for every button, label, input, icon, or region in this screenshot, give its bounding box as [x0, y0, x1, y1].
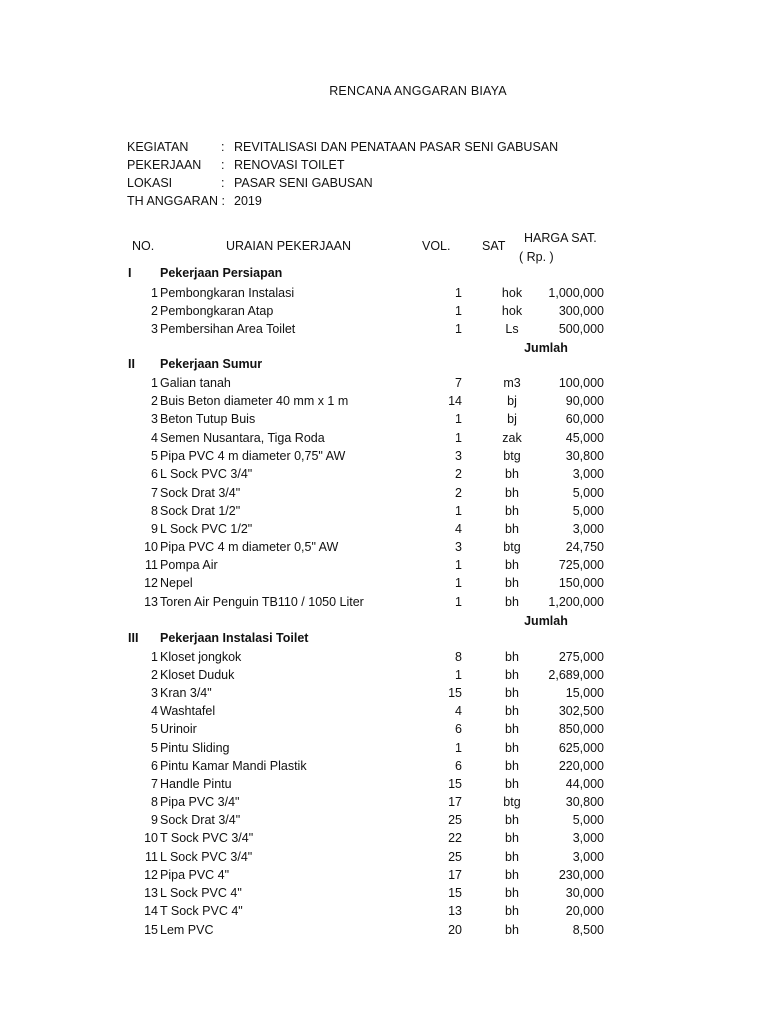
table-row — [0, 741, 768, 759]
item-volume: 20 — [448, 923, 462, 937]
info-label: KEGIATAN — [127, 140, 189, 154]
table-row — [0, 467, 768, 485]
item-unit: hok — [501, 286, 523, 300]
item-unit-price: 5,000 — [572, 813, 604, 827]
table-row — [0, 540, 768, 558]
table-row — [0, 813, 768, 831]
item-volume: 14 — [448, 394, 462, 408]
item-unit-price: 5,000 — [572, 486, 604, 500]
document-title: RENCANA ANGGARAN BIAYA — [329, 84, 507, 98]
item-unit: bh — [505, 904, 519, 918]
item-unit: bh — [505, 486, 519, 500]
item-unit-price: 30,800 — [565, 795, 604, 809]
table-row — [0, 650, 768, 668]
item-unit: bj — [507, 412, 517, 426]
table-row — [0, 394, 768, 412]
item-number: 8 — [151, 504, 158, 518]
table-row — [0, 686, 768, 704]
section-number: I — [128, 266, 132, 280]
item-volume: 1 — [455, 741, 462, 755]
table-row — [0, 431, 768, 449]
item-volume: 8 — [455, 650, 462, 664]
item-number: 15 — [144, 923, 158, 937]
item-unit: bh — [505, 686, 519, 700]
item-description: Pipa PVC 4 m diameter 0,5" AW — [160, 540, 339, 554]
subtotal-label: Jumlah — [524, 341, 568, 355]
item-unit: bh — [505, 923, 519, 937]
item-description: Kran 3/4" — [160, 686, 212, 700]
info-label: PEKERJAAN — [127, 158, 202, 172]
item-number: 14 — [144, 904, 158, 918]
item-unit: bh — [505, 831, 519, 845]
section-title: Pekerjaan Persiapan — [160, 266, 283, 280]
item-unit: bh — [505, 576, 519, 590]
table-row — [0, 831, 768, 849]
info-colon: : — [221, 140, 225, 154]
item-unit-price: 1,200,000 — [548, 595, 604, 609]
table-row — [0, 868, 768, 886]
item-number: 10 — [144, 540, 158, 554]
info-label: LOKASI — [127, 176, 173, 190]
table-row — [0, 376, 768, 394]
table-row — [0, 576, 768, 594]
header-harga-line2: ( Rp. ) — [519, 250, 554, 264]
table-row — [0, 449, 768, 467]
item-description: Sock Drat 3/4" — [160, 813, 241, 827]
item-unit: bh — [505, 595, 519, 609]
item-description: Urinoir — [160, 722, 197, 736]
item-unit: hok — [501, 304, 523, 318]
item-unit-price: 1,000,000 — [548, 286, 604, 300]
item-unit-price: 3,000 — [572, 522, 604, 536]
item-unit-price: 90,000 — [565, 394, 604, 408]
info-value: REVITALISASI DAN PENATAAN PASAR SENI GABUSAN — [234, 140, 559, 154]
item-number: 8 — [151, 795, 158, 809]
item-unit-price: 220,000 — [558, 759, 604, 773]
item-volume: 4 — [455, 704, 462, 718]
item-number: 6 — [151, 467, 158, 481]
item-unit-price: 3,000 — [572, 850, 604, 864]
item-unit: Ls — [505, 322, 519, 336]
item-unit: bh — [505, 558, 519, 572]
item-number: 4 — [151, 431, 158, 445]
header-sat: SAT — [482, 239, 506, 253]
item-description: Lem PVC — [160, 923, 214, 937]
info-value: 2019 — [234, 194, 262, 208]
item-volume: 4 — [455, 522, 462, 536]
item-number: 1 — [151, 286, 158, 300]
item-unit-price: 15,000 — [565, 686, 604, 700]
item-description: Pompa Air — [160, 558, 218, 572]
item-description: T Sock PVC 3/4" — [160, 831, 254, 845]
item-unit-price: 500,000 — [558, 322, 604, 336]
table-row — [0, 777, 768, 795]
item-volume: 3 — [455, 540, 462, 554]
item-description: Pintu Kamar Mandi Plastik — [160, 759, 307, 773]
item-unit-price: 8,500 — [572, 923, 604, 937]
item-number: 1 — [151, 376, 158, 390]
section-number: III — [128, 631, 139, 645]
item-description: Washtafel — [160, 704, 216, 718]
item-description: Pipa PVC 3/4" — [160, 795, 240, 809]
item-volume: 1 — [455, 558, 462, 572]
item-description: Handle Pintu — [160, 777, 232, 791]
item-volume: 13 — [448, 904, 462, 918]
item-number: 4 — [151, 704, 158, 718]
item-number: 7 — [151, 777, 158, 791]
item-number: 3 — [151, 686, 158, 700]
table-row — [0, 886, 768, 904]
item-volume: 17 — [448, 795, 462, 809]
item-volume: 1 — [455, 504, 462, 518]
info-colon: : — [221, 158, 225, 172]
item-unit-price: 24,750 — [565, 540, 604, 554]
item-description: L Sock PVC 1/2" — [160, 522, 253, 536]
item-volume: 6 — [455, 759, 462, 773]
item-unit: bh — [505, 741, 519, 755]
item-unit: bh — [505, 886, 519, 900]
header-harga-line1: HARGA SAT. — [524, 231, 597, 245]
item-unit: bh — [505, 722, 519, 736]
item-unit-price: 625,000 — [558, 741, 604, 755]
item-number: 9 — [151, 813, 158, 827]
item-unit: bh — [505, 850, 519, 864]
table-row — [0, 704, 768, 722]
table-row — [0, 522, 768, 540]
item-description: Pembongkaran Atap — [160, 304, 274, 318]
item-unit-price: 60,000 — [565, 412, 604, 426]
info-value: RENOVASI TOILET — [234, 158, 345, 172]
item-unit: bh — [505, 522, 519, 536]
item-description: Pipa PVC 4" — [160, 868, 230, 882]
item-volume: 1 — [455, 668, 462, 682]
table-row — [0, 486, 768, 504]
table-row — [0, 722, 768, 740]
item-description: Beton Tutup Buis — [160, 412, 256, 426]
item-number: 2 — [151, 668, 158, 682]
subtotal-label: Jumlah — [524, 614, 568, 628]
item-volume: 3 — [455, 449, 462, 463]
item-unit-price: 3,000 — [572, 467, 604, 481]
item-unit-price: 850,000 — [558, 722, 604, 736]
item-unit-price: 300,000 — [558, 304, 604, 318]
item-volume: 22 — [448, 831, 462, 845]
item-number: 1 — [151, 650, 158, 664]
table-row — [0, 850, 768, 868]
item-description: Pembongkaran Instalasi — [160, 286, 295, 300]
table-row — [0, 412, 768, 430]
item-unit: bh — [505, 704, 519, 718]
info-label: TH ANGGARAN : — [127, 194, 225, 208]
item-unit: bh — [505, 650, 519, 664]
item-unit-price: 30,000 — [565, 886, 604, 900]
header-vol: VOL. — [422, 239, 451, 253]
item-volume: 15 — [448, 686, 462, 700]
table-row — [0, 923, 768, 941]
item-unit: btg — [503, 795, 521, 809]
item-unit: bh — [505, 504, 519, 518]
section-title: Pekerjaan Sumur — [160, 357, 263, 371]
item-volume: 7 — [455, 376, 462, 390]
item-volume: 1 — [455, 412, 462, 426]
item-number: 13 — [144, 886, 158, 900]
item-volume: 6 — [455, 722, 462, 736]
table-row — [0, 322, 768, 340]
header-no: NO. — [132, 239, 155, 253]
item-description: L Sock PVC 4" — [160, 886, 242, 900]
header-uraian: URAIAN PEKERJAAN — [226, 239, 352, 253]
item-unit: zak — [502, 431, 522, 445]
table-row — [0, 286, 768, 304]
item-volume: 17 — [448, 868, 462, 882]
item-number: 10 — [144, 831, 158, 845]
table-row — [0, 904, 768, 922]
item-volume: 15 — [448, 777, 462, 791]
item-volume: 25 — [448, 850, 462, 864]
item-unit: btg — [503, 540, 521, 554]
item-volume: 1 — [455, 322, 462, 336]
item-unit-price: 30,800 — [565, 449, 604, 463]
item-unit-price: 2,689,000 — [548, 668, 604, 682]
item-number: 3 — [151, 412, 158, 426]
item-unit: bh — [505, 777, 519, 791]
item-number: 11 — [145, 558, 158, 572]
item-number: 9 — [151, 522, 158, 536]
item-number: 6 — [151, 759, 158, 773]
item-description: L Sock PVC 3/4" — [160, 467, 253, 481]
item-unit-price: 44,000 — [565, 777, 604, 791]
item-unit: bh — [505, 868, 519, 882]
section-title: Pekerjaan Instalasi Toilet — [160, 631, 309, 645]
item-description: Semen Nusantara, Tiga Roda — [160, 431, 325, 445]
item-unit: bh — [505, 467, 519, 481]
item-description: Galian tanah — [160, 376, 231, 390]
item-unit-price: 20,000 — [565, 904, 604, 918]
info-value: PASAR SENI GABUSAN — [234, 176, 373, 190]
item-description: Pintu Sliding — [160, 741, 230, 755]
item-unit-price: 45,000 — [565, 431, 604, 445]
item-volume: 25 — [448, 813, 462, 827]
item-volume: 1 — [455, 576, 462, 590]
item-unit-price: 150,000 — [558, 576, 604, 590]
item-unit: bj — [507, 394, 517, 408]
item-unit: bh — [505, 759, 519, 773]
item-number: 12 — [144, 576, 158, 590]
item-number: 11 — [145, 850, 158, 864]
section-number: II — [128, 357, 135, 371]
item-volume: 1 — [455, 286, 462, 300]
item-volume: 1 — [455, 304, 462, 318]
item-volume: 1 — [455, 431, 462, 445]
item-description: Kloset jongkok — [160, 650, 242, 664]
table-row — [0, 595, 768, 613]
item-unit: m3 — [503, 376, 521, 390]
item-unit-price: 725,000 — [558, 558, 604, 572]
item-number: 7 — [151, 486, 158, 500]
item-description: Sock Drat 3/4" — [160, 486, 241, 500]
item-description: Pembersihan Area Toilet — [160, 322, 296, 336]
item-description: Sock Drat 1/2" — [160, 504, 241, 518]
item-description: Pipa PVC 4 m diameter 0,75" AW — [160, 449, 346, 463]
item-description: Nepel — [160, 576, 193, 590]
item-description: Buis Beton diameter 40 mm x 1 m — [160, 394, 349, 408]
table-row — [0, 558, 768, 576]
item-number: 2 — [151, 304, 158, 318]
item-number: 13 — [144, 595, 158, 609]
item-description: T Sock PVC 4" — [160, 904, 243, 918]
table-row — [0, 759, 768, 777]
item-volume: 2 — [455, 486, 462, 500]
item-volume: 2 — [455, 467, 462, 481]
table-row — [0, 668, 768, 686]
table-row — [0, 795, 768, 813]
item-unit-price: 3,000 — [572, 831, 604, 845]
item-number: 5 — [151, 449, 158, 463]
item-unit-price: 5,000 — [572, 504, 604, 518]
item-unit-price: 302,500 — [558, 704, 604, 718]
item-number: 5 — [151, 722, 158, 736]
item-unit-price: 230,000 — [558, 868, 604, 882]
item-unit: btg — [503, 449, 521, 463]
item-description: Toren Air Penguin TB110 / 1050 Liter — [160, 595, 364, 609]
item-unit-price: 275,000 — [558, 650, 604, 664]
item-unit-price: 100,000 — [558, 376, 604, 390]
item-volume: 15 — [448, 886, 462, 900]
item-number: 3 — [151, 322, 158, 336]
item-unit: bh — [505, 668, 519, 682]
item-unit: bh — [505, 813, 519, 827]
item-description: Kloset Duduk — [160, 668, 235, 682]
table-row — [0, 504, 768, 522]
item-description: L Sock PVC 3/4" — [160, 850, 253, 864]
info-colon: : — [221, 176, 225, 190]
table-row — [0, 304, 768, 322]
item-number: 12 — [144, 868, 158, 882]
item-number: 5 — [151, 741, 158, 755]
item-number: 2 — [151, 394, 158, 408]
item-volume: 1 — [455, 595, 462, 609]
